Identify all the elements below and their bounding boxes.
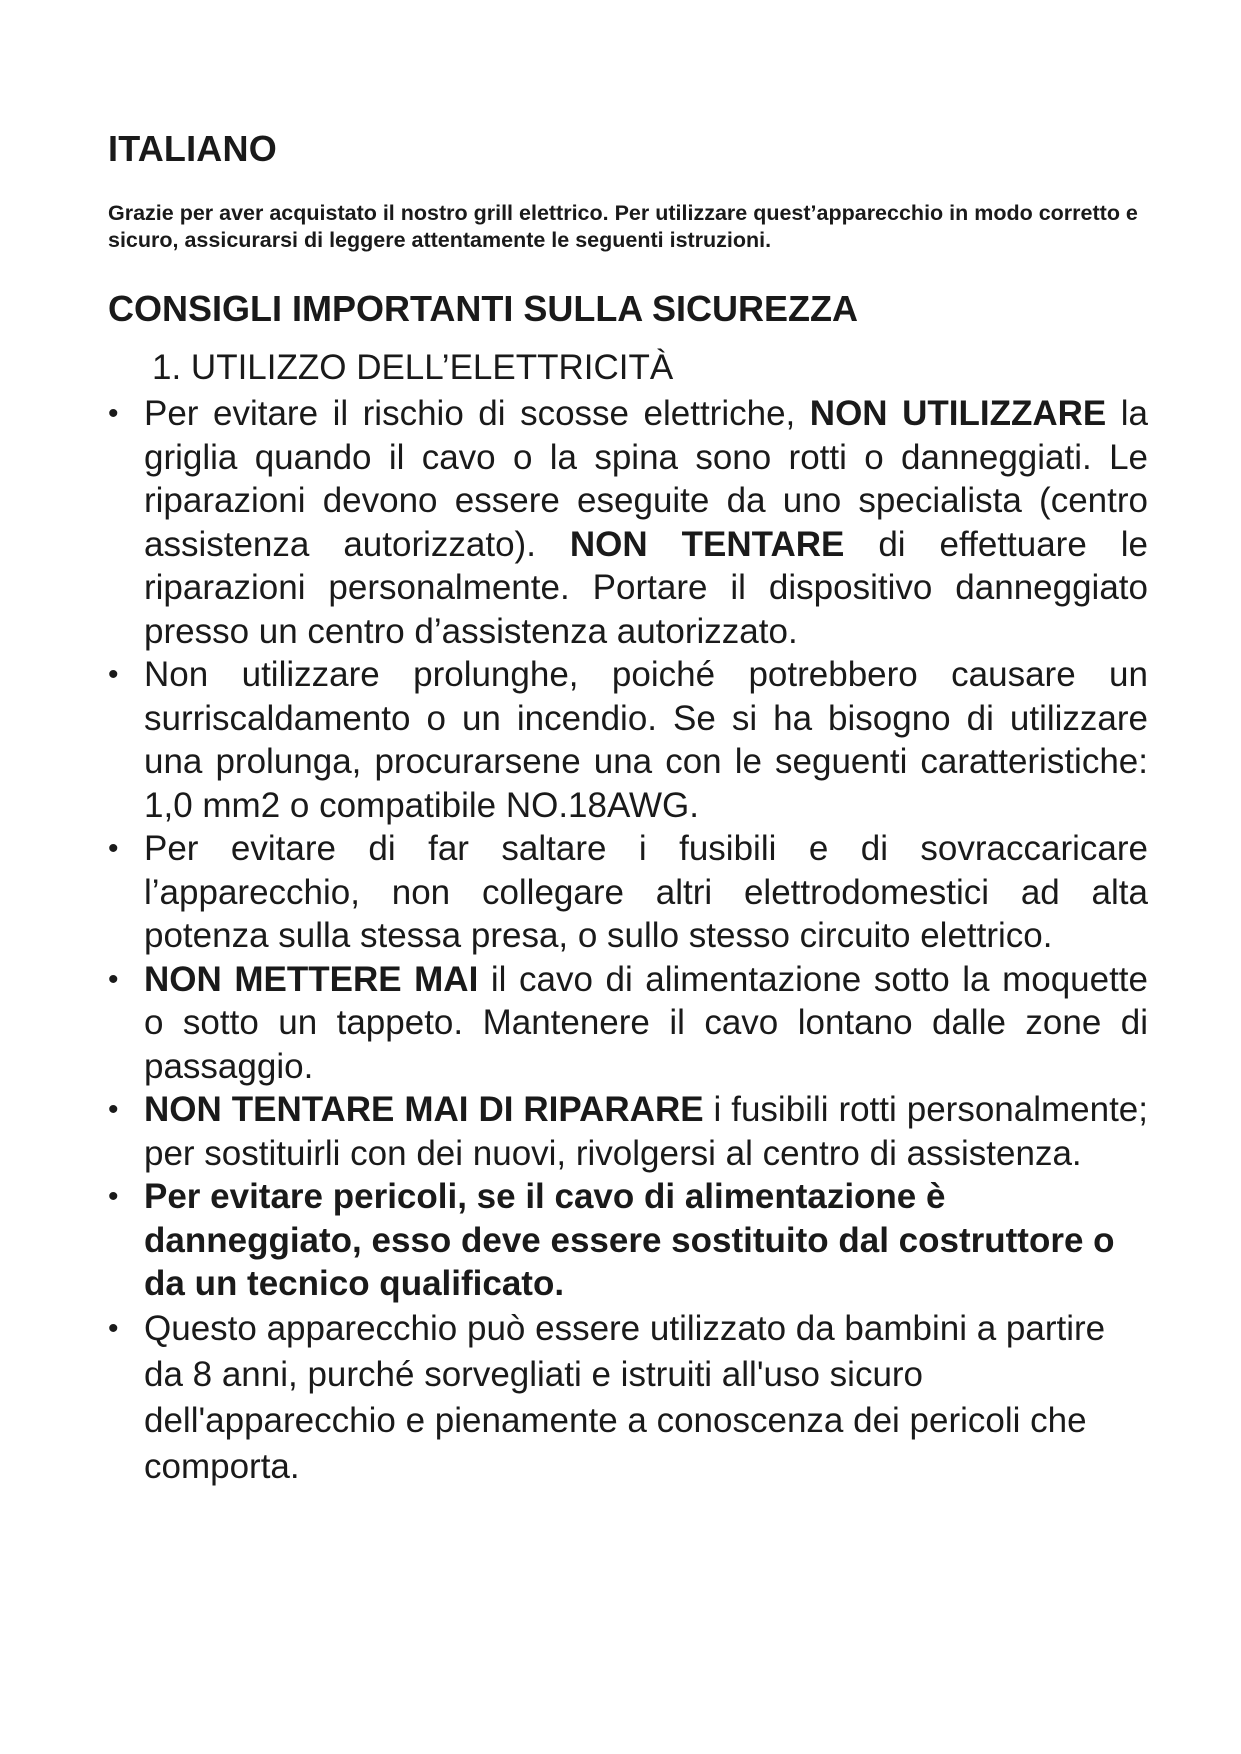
- bullet-text-part: i fusibili rotti personalmente; per sostituirli con dei nuovi, rivolgersi al centro di assistenza.: [144, 1090, 1148, 1173]
- bullet-icon: •: [108, 1311, 119, 1345]
- bullet-text: [144, 655, 1148, 825]
- bullet-text-part: Per evitare di far saltare i fusibili e di sovraccaricare l’apparecchio, non collegare altri elettrodomestici ad alta potenza sulla stessa presa, o sullo stesso circuito elettrico.: [144, 829, 1148, 955]
- bullet-text-part: Questo apparecchio può essere utilizzato da bambini a partire da 8 anni, purché sorvegliati e istruiti all'uso sicuro dell'apparecchio e pienamente a conoscenza dei pericoli che comporta.: [144, 1308, 1106, 1486]
- bullet-icon: •: [108, 962, 119, 996]
- bullet-emphasis: NON UTILIZZARE: [809, 394, 1107, 433]
- bullet-text: [144, 1090, 1148, 1173]
- bullet-emphasis: NON METTERE MAI: [144, 959, 479, 999]
- bullet-emphasis: NON TENTARE MAI DI RIPARARE: [144, 1090, 704, 1129]
- section-title: CONSIGLI IMPORTANTI SULLA SICUREZZA: [108, 288, 858, 329]
- bullet-item-extension-cords: [108, 653, 1148, 827]
- bullet-text: [144, 1177, 1115, 1303]
- bullet-item-fuse-repair: [108, 1088, 1148, 1175]
- intro-paragraph: Grazie per aver acquistato il nostro grill elettrico. Per utilizzare quest’apparecchio in modo corretto e sicuro, assicurarsi di leggere attentamente le seguenti istruzioni.: [108, 201, 1138, 252]
- bullet-emphasis: NON TENTARE: [569, 524, 845, 564]
- bullet-text-part: la griglia quando il cavo o la spina sono rotti o danneggiati. Le riparazioni devono essere eseguite da uno specialista (centro assistenza autorizzato).: [144, 394, 1149, 564]
- bullet-text-part: di effettuare le riparazioni personalmente. Portare il dispositivo danneggiato presso un centro d’assistenza autorizzato.: [144, 524, 1148, 651]
- bullet-text: [144, 394, 1148, 651]
- bullet-item-children-use: [108, 1306, 1148, 1490]
- bullet-icon: •: [108, 832, 119, 865]
- bullet-text-part: il cavo di alimentazione sotto la moquette o sotto un tappeto. Mantenere il cavo lontano dalle zone di passaggio.: [144, 959, 1148, 1086]
- bullet-text: [144, 960, 1148, 1086]
- bullet-item-electric-shock: [108, 392, 1148, 653]
- bullet-item-cord-placement: [108, 958, 1148, 1089]
- bullet-icon: •: [108, 1180, 119, 1213]
- bullet-icon: •: [108, 658, 119, 691]
- bullet-item-damaged-cord: [108, 1175, 1148, 1306]
- language-heading: ITALIANO: [108, 128, 277, 169]
- bullet-text: [144, 829, 1148, 955]
- bullet-emphasis: Per evitare pericoli, se il cavo di alimentazione è danneggiato, esso deve essere sostituito dal costruttore o da un tecnico qualificato.: [144, 1177, 1115, 1303]
- safety-bullet-list: [108, 392, 1148, 1490]
- bullet-text: [144, 1309, 1105, 1486]
- bullet-text-part: Non utilizzare prolunghe, poiché potrebbero causare un surriscaldamento o un incendio. Se si ha bisogno di utilizzare una prolunga, procurarsene una con le seguenti caratteristiche: 1,0 mm2 o compatibile NO.18AWG.: [144, 655, 1148, 825]
- subsection-title: 1. UTILIZZO DELL’ELETTRICITÀ: [152, 348, 674, 387]
- bullet-item-fuses-overload: [108, 827, 1148, 958]
- bullet-icon: •: [108, 397, 119, 430]
- bullet-icon: •: [108, 1093, 119, 1126]
- bullet-text-part: Per evitare il rischio di scosse elettriche,: [144, 394, 810, 433]
